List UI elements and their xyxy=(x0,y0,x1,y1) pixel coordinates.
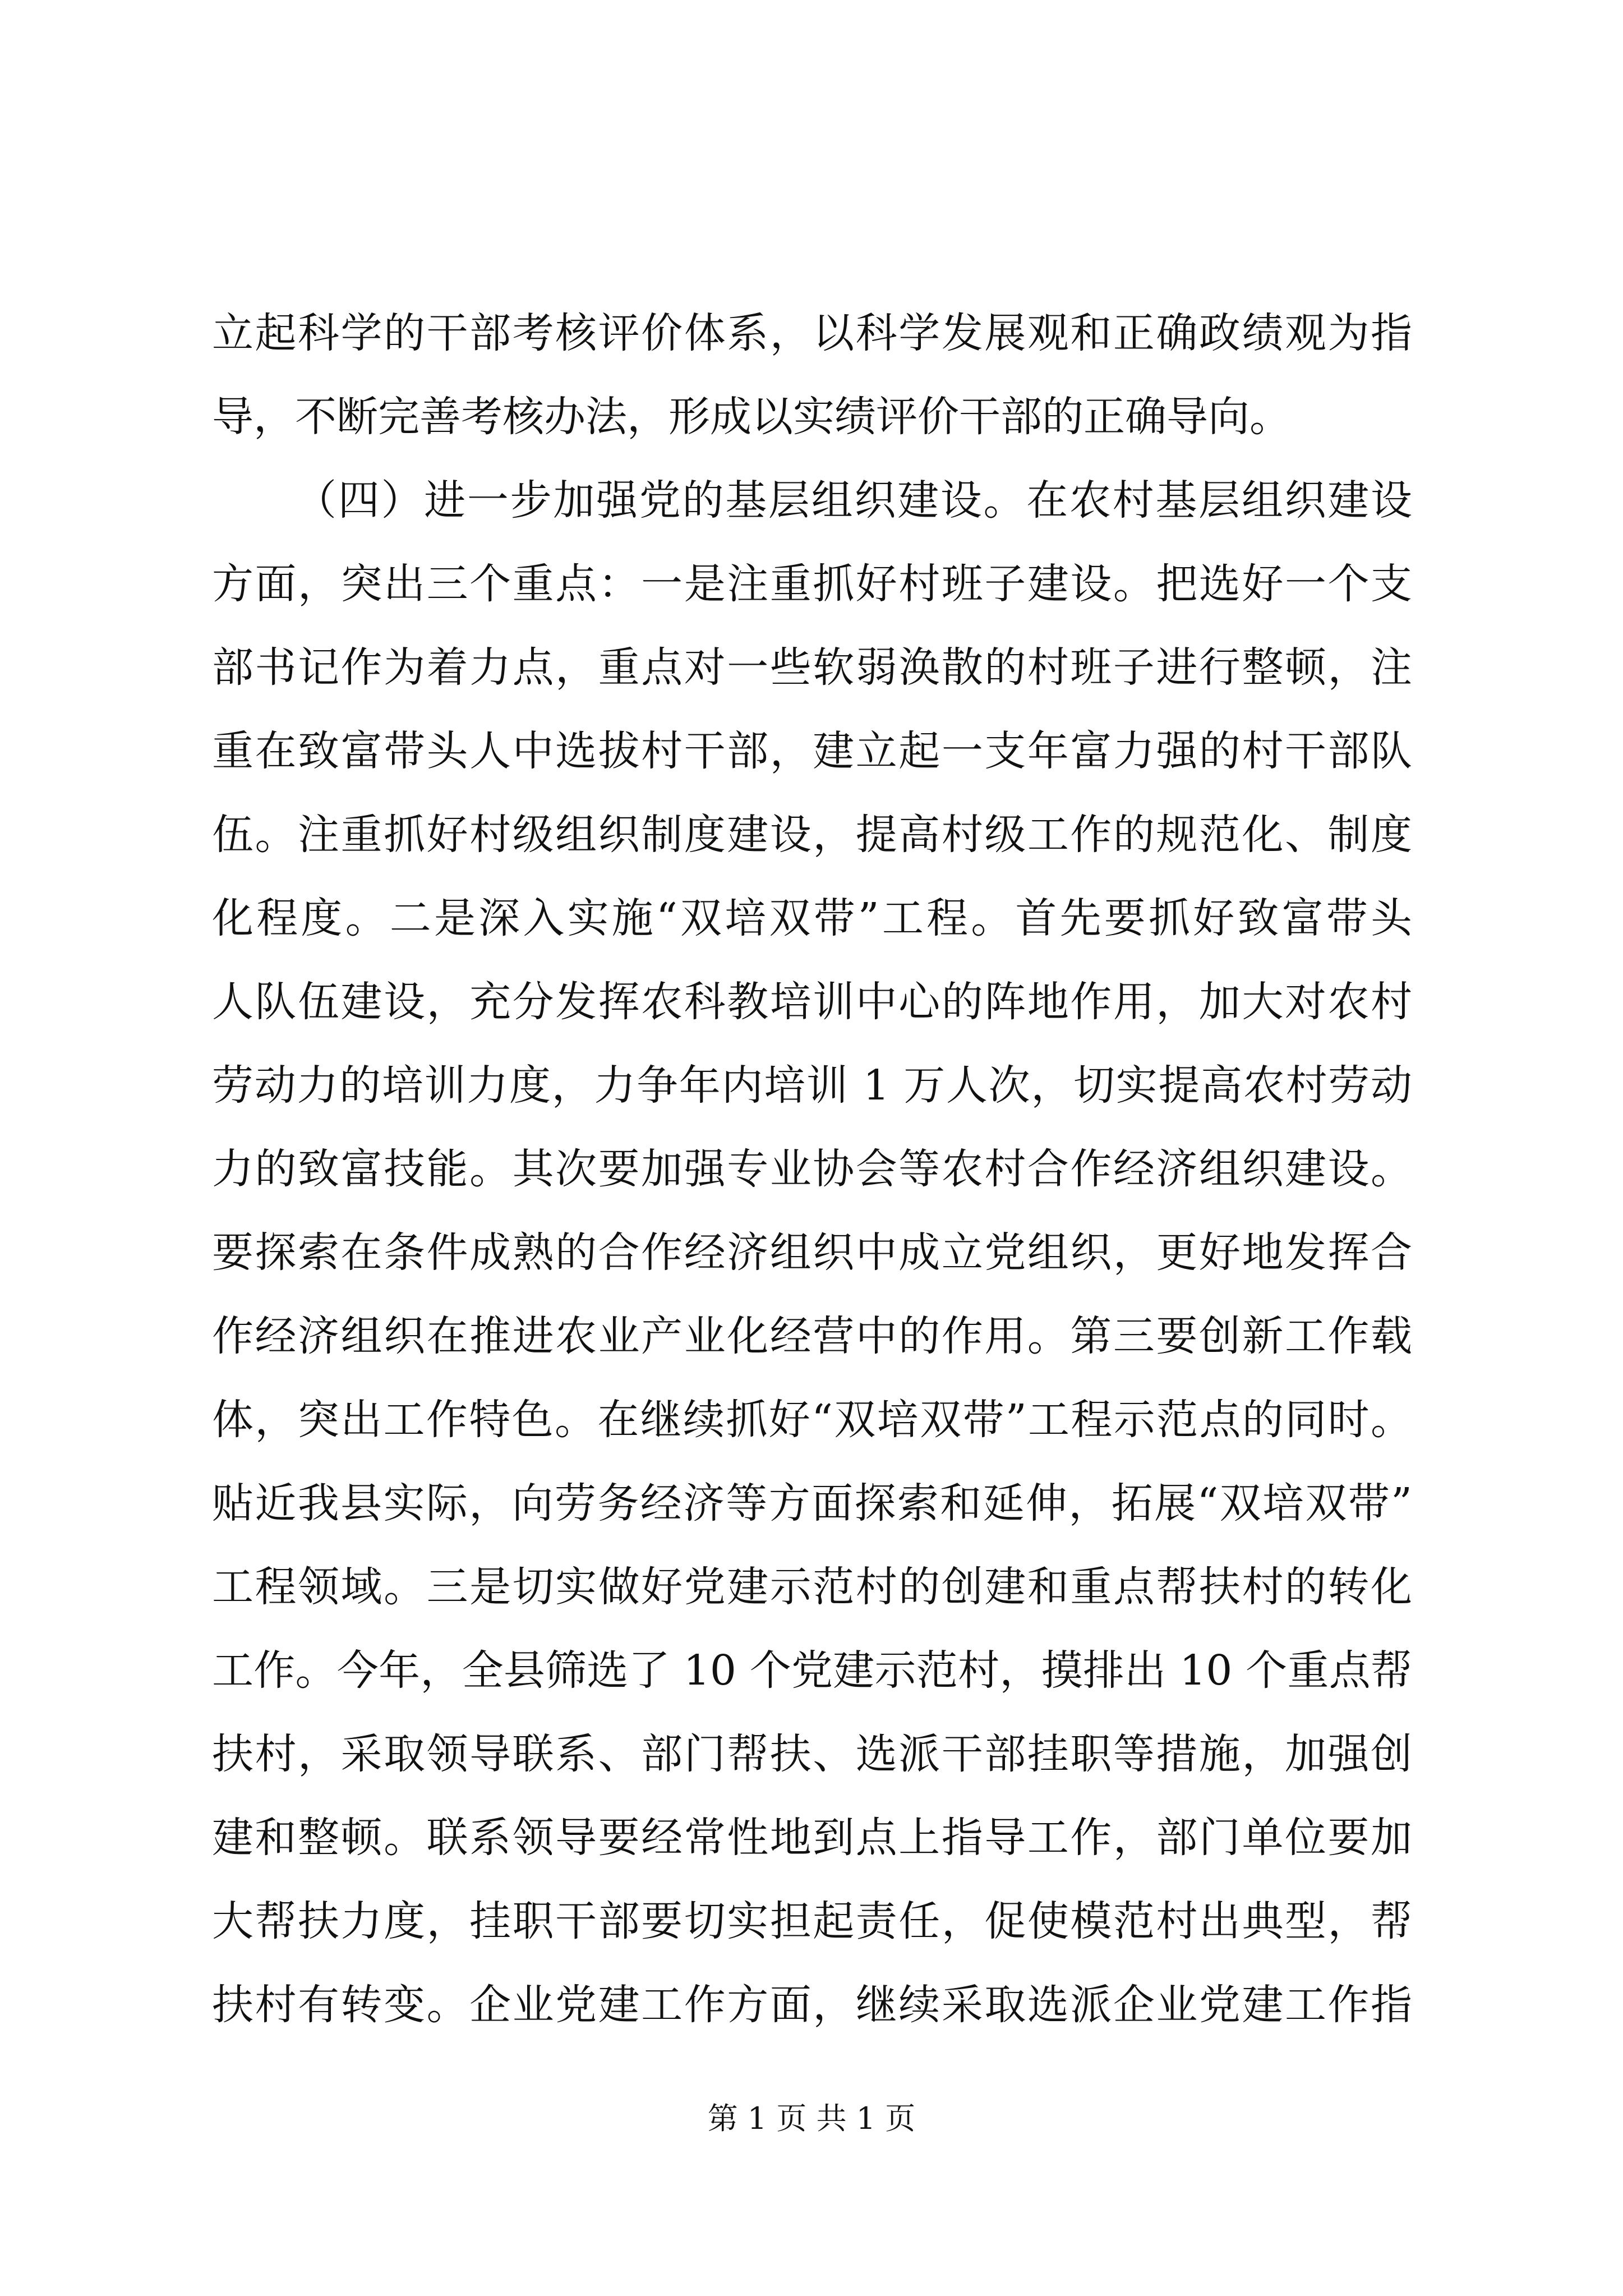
text-line: 人队伍建设，充分发挥农科教培训中心的阵地作用，加大对农村 xyxy=(212,978,1412,1026)
text-line: （四）进一步加强党的基层组织建设。在农村基层组织建设 xyxy=(295,476,1412,524)
text-line: 立起科学的干部考核评价体系，以科学发展观和正确政绩观为指 xyxy=(212,309,1412,357)
page-number: 第 1 页 共 1 页 xyxy=(707,2101,916,2136)
text-line: 体，突出工作特色。在继续抓好“双培双带”工程示范点的同时。 xyxy=(212,1396,1412,1444)
text-line: 建和整顿。联系领导要经常性地到点上指导工作，部门单位要加 xyxy=(212,1814,1412,1862)
text-line: 作经济组织在推进农业产业化经营中的作用。第三要创新工作载 xyxy=(212,1312,1412,1360)
text-line: 贴近我县实际，向劳务经济等方面探索和延伸，拓展“双培双带” xyxy=(212,1479,1412,1527)
text-line: 劳动力的培训力度，力争年内培训 1 万人次，切实提高农村劳动 xyxy=(212,1061,1412,1110)
text-line: 力的致富技能。其次要加强专业协会等农村合作经济组织建设。 xyxy=(212,1145,1412,1193)
text-line: 扶村，采取领导联系、部门帮扶、选派干部挂职等措施，加强创 xyxy=(212,1730,1412,1778)
text-line: 部书记作为着力点，重点对一些软弱涣散的村班子进行整顿，注 xyxy=(212,643,1412,692)
text-line: 大帮扶力度，挂职干部要切实担起责任，促使模范村出典型，帮 xyxy=(212,1897,1412,1945)
text-line: 工作。今年，全县筛选了 10 个党建示范村，摸排出 10 个重点帮 xyxy=(212,1646,1412,1695)
text-line: 伍。注重抓好村级组织制度建设，提高村级工作的规范化、制度 xyxy=(212,811,1412,859)
text-line: 化程度。二是深入实施“双培双带”工程。首先要抓好致富带头 xyxy=(212,894,1412,942)
text-line: 工程领域。三是切实做好党建示范村的创建和重点帮扶村的转化 xyxy=(212,1563,1412,1611)
text-line: 导，不断完善考核办法，形成以实绩评价干部的正确导向。 xyxy=(212,393,1291,441)
page-footer xyxy=(0,2099,1623,2138)
text-line: 重在致富带头人中选拔村干部，建立起一支年富力强的村干部队 xyxy=(212,727,1412,775)
text-line: 方面，突出三个重点：一是注重抓好村班子建设。把选好一个支 xyxy=(212,560,1412,608)
text-line: 扶村有转变。企业党建工作方面，继续采取选派企业党建工作指 xyxy=(212,1981,1412,2029)
body-text xyxy=(212,292,1412,2047)
text-line: 要探索在条件成熟的合作经济组织中成立党组织，更好地发挥合 xyxy=(212,1228,1412,1277)
